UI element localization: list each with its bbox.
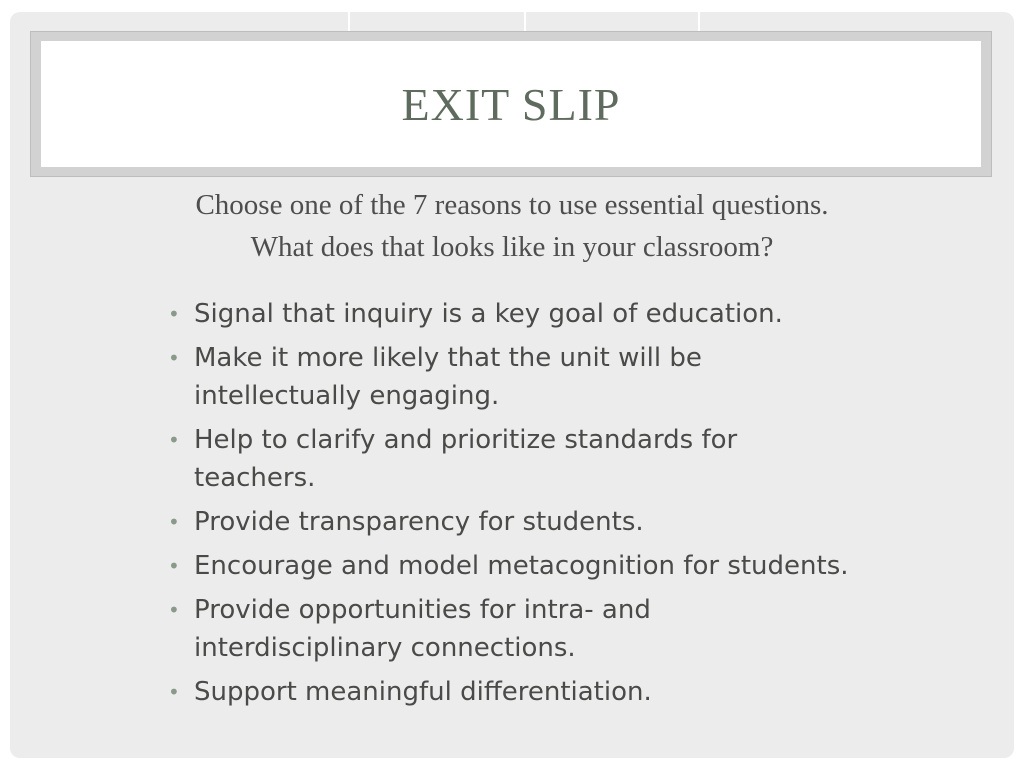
- bullet-dot-icon: •: [168, 428, 180, 452]
- bullet-list: [166, 295, 866, 717]
- bullet-dot-icon: •: [168, 598, 180, 622]
- bullet-item: [166, 339, 866, 415]
- bullet-dot-icon: •: [168, 510, 180, 534]
- bullet-text: Provide opportunities for intra- and interdisciplinary connections.: [194, 595, 651, 663]
- bullet-dot-icon: •: [168, 346, 180, 370]
- bullet-text: Make it more likely that the unit will be intellectually engaging.: [194, 343, 702, 411]
- bullet-item: [166, 547, 866, 585]
- subtitle-line: What does that looks like in your classroom?: [250, 231, 774, 263]
- bullet-text: Provide transparency for students.: [194, 507, 644, 537]
- bullet-text: Encourage and model metacognition for students.: [194, 551, 849, 581]
- slide-subtitle: [50, 184, 974, 268]
- bullet-text: Help to clarify and prioritize standards for teachers.: [194, 425, 738, 493]
- subtitle-line: Choose one of the 7 reasons to use essential questions.: [195, 189, 829, 221]
- bullet-dot-icon: •: [168, 302, 180, 326]
- bullet-item: [166, 295, 866, 333]
- slide: [10, 12, 1014, 758]
- title-box: [41, 41, 981, 167]
- bullet-dot-icon: •: [168, 554, 180, 578]
- title-frame: [30, 31, 992, 177]
- bullet-text: Signal that inquiry is a key goal of education.: [194, 299, 783, 329]
- bullet-text: Support meaningful differentiation.: [194, 677, 652, 707]
- slide-title: EXIT SLIP: [401, 78, 621, 130]
- bullet-item: [166, 421, 866, 497]
- bullet-item: [166, 503, 866, 541]
- bullet-item: [166, 673, 866, 711]
- bullet-item: [166, 591, 866, 667]
- bullet-dot-icon: •: [168, 680, 180, 704]
